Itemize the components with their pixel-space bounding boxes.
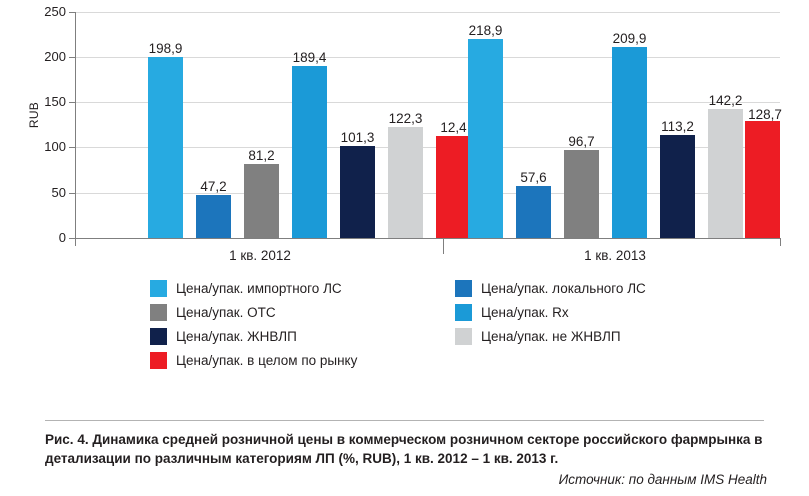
figure-source: Источник: по данным IMS Health [558, 472, 767, 487]
bar-2013-vital[interactable] [660, 135, 695, 238]
legend-label: Цена/упак. в целом по рынку [176, 353, 358, 368]
legend-item-nonvital[interactable] [455, 328, 621, 345]
bar-value-label: 57,6 [520, 170, 547, 185]
legend-item-local[interactable] [455, 280, 646, 297]
x-axis-line [75, 238, 780, 239]
legend-swatch-icon [150, 304, 167, 321]
bar-2012-total[interactable] [436, 136, 471, 238]
legend-label: Цена/упак. локального ЛС [481, 281, 646, 296]
bar-value-label: 142,2 [708, 93, 743, 108]
bar-2013-nonvital[interactable] [708, 109, 743, 238]
bar-2012-import[interactable] [148, 57, 183, 238]
y-tick-label: 250 [44, 4, 66, 19]
y-tick-label: 100 [44, 139, 66, 154]
bar-2012-nonvital[interactable] [388, 127, 423, 238]
legend-swatch-icon [150, 280, 167, 297]
bar-2013-rx[interactable] [612, 47, 647, 238]
caption-divider [45, 420, 764, 421]
y-tick-label: 0 [58, 230, 66, 245]
bar-value-label: 122,3 [388, 111, 423, 126]
legend-label: Цена/упак. не ЖНВЛП [481, 329, 621, 344]
x-axis-tick [780, 238, 781, 246]
bar-value-label: 189,4 [292, 50, 327, 65]
x-axis-tick [75, 238, 76, 246]
bar-value-label: 198,9 [148, 41, 183, 56]
bar-2012-vital[interactable] [340, 146, 375, 238]
x-axis-group-separator [443, 238, 444, 254]
y-tick-label: 50 [51, 185, 66, 200]
bar-value-label: 12,4 [440, 120, 467, 135]
bar-value-label: 101,3 [340, 130, 375, 145]
legend-row [150, 280, 710, 297]
y-axis-title: RUB [27, 101, 41, 129]
bar-2012-otc[interactable] [244, 164, 279, 238]
bar-2012-rx[interactable] [292, 66, 327, 238]
figure-caption: Рис. 4. Динамика средней розничной цены в коммерческом розничном секторе российского фармрынка в детализации по различным категориям ЛП (%, RUB), 1 кв. 2012 – 1 кв. 2013 г. [45, 432, 763, 466]
bar-2012-local[interactable] [196, 195, 231, 238]
x-category-label: 1 кв. 2013 [584, 248, 646, 263]
legend-label: Цена/упак. ЖНВЛП [176, 329, 297, 344]
legend-swatch-icon [455, 304, 472, 321]
bar-value-label: 47,2 [200, 179, 227, 194]
legend-swatch-icon [150, 352, 167, 369]
legend-item-otc[interactable] [150, 304, 455, 321]
bar-value-label: 128,7 [748, 107, 782, 122]
bar-value-label: 96,7 [568, 134, 595, 149]
legend-swatch-icon [455, 328, 472, 345]
bar-2013-import[interactable] [468, 39, 503, 238]
y-tick-label: 200 [44, 49, 66, 64]
bar-value-label: 81,2 [248, 148, 275, 163]
legend-item-import[interactable] [150, 280, 455, 297]
legend-swatch-icon [150, 328, 167, 345]
legend-row [150, 304, 710, 321]
bar-2013-local[interactable] [516, 186, 551, 238]
x-category-label: 1 кв. 2012 [229, 248, 291, 263]
legend-item-vital[interactable] [150, 328, 455, 345]
legend-row [150, 328, 710, 345]
legend-row [150, 352, 710, 369]
legend-swatch-icon [455, 280, 472, 297]
bar-value-label: 113,2 [661, 119, 694, 134]
legend-item-total[interactable] [150, 352, 455, 369]
legend-label: Цена/упак. импортного ЛС [176, 281, 342, 296]
chart-legend [150, 280, 710, 376]
legend-item-rx[interactable] [455, 304, 569, 321]
bar-value-label: 209,9 [612, 31, 647, 46]
bar-2013-total[interactable] [745, 121, 780, 238]
y-tick-label: 150 [44, 94, 66, 109]
legend-label: Цена/упак. ОТС [176, 305, 276, 320]
bar-2013-otc[interactable] [564, 150, 599, 238]
bar-value-label: 218,9 [468, 23, 503, 38]
legend-label: Цена/упак. Rx [481, 305, 569, 320]
